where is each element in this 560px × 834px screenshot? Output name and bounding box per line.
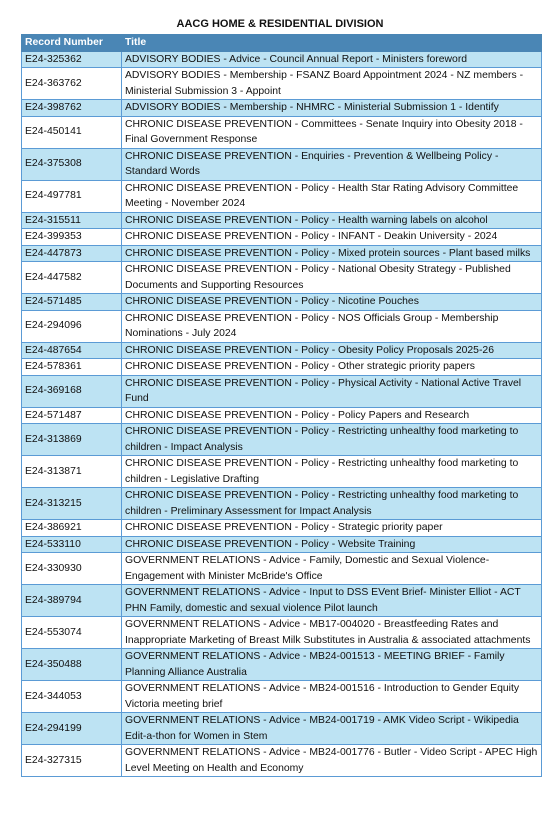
title-cell: CHRONIC DISEASE PREVENTION - Policy - National Obesity Strategy - Published Documents and Supporting Resources [122,262,542,294]
table-row [22,745,542,777]
table-row [22,407,542,424]
title-cell: CHRONIC DISEASE PREVENTION - Policy - Mixed protein sources - Plant based milks [122,245,542,262]
record-number-cell: E24-315511 [22,212,122,229]
table-row [22,212,542,229]
title-cell: CHRONIC DISEASE PREVENTION - Committees - Senate Inquiry into Obesity 2018 - Final Government Response [122,116,542,148]
record-number-cell: E24-313869 [22,424,122,456]
record-number-cell: E24-578361 [22,359,122,376]
title-cell: ADVISORY BODIES - Advice - Council Annual Report - Ministers foreword [122,51,542,68]
title-cell: CHRONIC DISEASE PREVENTION - Enquiries - Prevention & Wellbeing Policy - Standard Words [122,148,542,180]
record-number-cell: E24-344053 [22,681,122,713]
record-number-cell: E24-294199 [22,713,122,745]
table-row [22,536,542,553]
record-number-cell: E24-447873 [22,245,122,262]
title-cell: GOVERNMENT RELATIONS - Advice - MB24-001513 - MEETING BRIEF - Family Planning Alliance Australia [122,649,542,681]
table-row [22,375,542,407]
title-cell: GOVERNMENT RELATIONS - Advice - MB24-001516 - Introduction to Gender Equity Victoria meeting brief [122,681,542,713]
title-cell: GOVERNMENT RELATIONS - Advice - MB17-004020 - Breastfeeding Rates and Inappropriate Marketing of Breast Milk Substitutes in Australia & associated attachments [122,617,542,649]
title-cell: ADVISORY BODIES - Membership - FSANZ Board Appointment 2024 - NZ members - Ministerial Submission 3 - Appoint [122,68,542,100]
record-number-cell: E24-375308 [22,148,122,180]
table-row [22,424,542,456]
record-number-cell: E24-533110 [22,536,122,553]
record-number-cell: E24-497781 [22,180,122,212]
table-row [22,553,542,585]
table-row [22,681,542,713]
table-row [22,148,542,180]
record-number-cell: E24-386921 [22,520,122,537]
table-row [22,229,542,246]
title-cell: CHRONIC DISEASE PREVENTION - Policy - Restricting unhealthy food marketing to children - Preliminary Assessment for Impact Analysis [122,488,542,520]
table-row [22,456,542,488]
title-cell: CHRONIC DISEASE PREVENTION - Policy - Physical Activity - National Active Travel Fund [122,375,542,407]
record-number-cell: E24-363762 [22,68,122,100]
record-number-cell: E24-450141 [22,116,122,148]
table-row [22,585,542,617]
table-row [22,342,542,359]
records-table [21,34,542,777]
table-row [22,359,542,376]
title-header: Title [122,35,542,52]
record-number-cell: E24-313215 [22,488,122,520]
title-cell: CHRONIC DISEASE PREVENTION - Policy - Website Training [122,536,542,553]
record-number-cell: E24-389794 [22,585,122,617]
record-number-cell: E24-399353 [22,229,122,246]
title-cell: CHRONIC DISEASE PREVENTION - Policy - Health Star Rating Advisory Committee Meeting - November 2024 [122,180,542,212]
record-number-cell: E24-294096 [22,310,122,342]
title-cell: CHRONIC DISEASE PREVENTION - Policy - Strategic priority paper [122,520,542,537]
title-cell: GOVERNMENT RELATIONS - Advice - Family, Domestic and Sexual Violence- Engagement with Minister McBride's Office [122,553,542,585]
table-row [22,51,542,68]
title-cell: CHRONIC DISEASE PREVENTION - Policy - NOS Officials Group - Membership Nominations - July 2024 [122,310,542,342]
title-cell: GOVERNMENT RELATIONS - Advice - Input to DSS EVent Brief- Minister Elliot - ACT PHN Family, domestic and sexual violence Pilot launch [122,585,542,617]
table-row [22,116,542,148]
record-number-cell: E24-487654 [22,342,122,359]
title-cell: CHRONIC DISEASE PREVENTION - Policy - Obesity Policy Proposals 2025-26 [122,342,542,359]
table-row [22,100,542,117]
table-header-row [22,35,542,52]
record-number-cell: E24-330930 [22,553,122,585]
table-row [22,520,542,537]
title-cell: CHRONIC DISEASE PREVENTION - Policy - Restricting unhealthy food marketing to children - Impact Analysis [122,424,542,456]
record-number-cell: E24-327315 [22,745,122,777]
record-number-cell: E24-350488 [22,649,122,681]
title-cell: CHRONIC DISEASE PREVENTION - Policy - Policy Papers and Research [122,407,542,424]
record-number-cell: E24-571487 [22,407,122,424]
table-row [22,617,542,649]
title-cell: CHRONIC DISEASE PREVENTION - Policy - Restricting unhealthy food marketing to children - Legislative Drafting [122,456,542,488]
title-cell: ADVISORY BODIES - Membership - NHMRC - Ministerial Submission 1 - Identify [122,100,542,117]
title-cell: GOVERNMENT RELATIONS - Advice - MB24-001776 - Butler - Video Script - APEC High Level Meeting on Health and Economy [122,745,542,777]
record-number-cell: E24-553074 [22,617,122,649]
table-row [22,294,542,311]
record-number-cell: E24-325362 [22,51,122,68]
title-cell: CHRONIC DISEASE PREVENTION - Policy - Other strategic priority papers [122,359,542,376]
record-number-cell: E24-447582 [22,262,122,294]
page-title: AACG HOME & RESIDENTIAL DIVISION [176,18,384,30]
title-cell: GOVERNMENT RELATIONS - Advice - MB24-001719 - AMK Video Script - Wikipedia Edit-a-thon for Women in Stem [122,713,542,745]
table-row [22,245,542,262]
table-row [22,68,542,100]
record-number-cell: E24-369168 [22,375,122,407]
title-cell: CHRONIC DISEASE PREVENTION - Policy - INFANT - Deakin University - 2024 [122,229,542,246]
record-number-cell: E24-313871 [22,456,122,488]
table-row [22,310,542,342]
record-number-cell: E24-398762 [22,100,122,117]
table-row [22,488,542,520]
table-row [22,649,542,681]
title-cell: CHRONIC DISEASE PREVENTION - Policy - Health warning labels on alcohol [122,212,542,229]
title-cell: CHRONIC DISEASE PREVENTION - Policy - Nicotine Pouches [122,294,542,311]
table-row [22,262,542,294]
record-number-cell: E24-571485 [22,294,122,311]
table-row [22,180,542,212]
table-row [22,713,542,745]
record-number-header: Record Number [22,35,122,52]
